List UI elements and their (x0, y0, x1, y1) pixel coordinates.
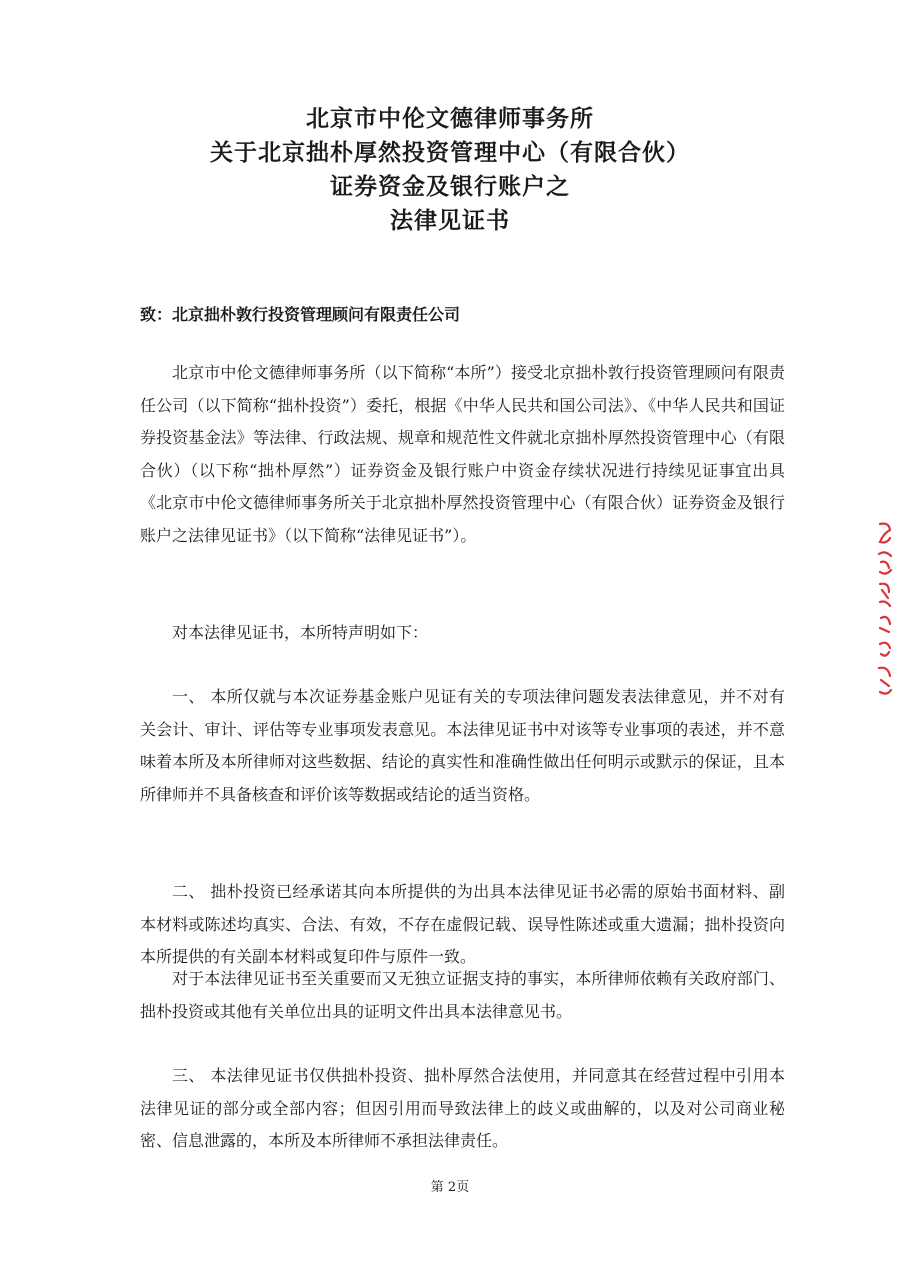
page-number: 第 2页 (430, 1180, 470, 1195)
title-line-2: 关于北京拙朴厚然投资管理中心（有限合伙） (210, 140, 690, 166)
declaration-heading: 对本法律见证书，本所特声明如下： (172, 623, 429, 642)
declaration-item-1: 一、 本所仅就与本次证券基金账户见证有关的专项法律问题发表法律意见，并不对有关会计、审计、评估等专业事项发表意见。本法律见证书中对该等专业事项的表述，并不意味着本所及本所律师对这些数据、结论的真实性和准确性做出任何明示或默示的保证，且本所律师并不具备核查和评价该等数据或结论的适当资格。 (140, 687, 785, 804)
title-line-4: 法律见证书 (390, 208, 510, 234)
partial-seal-stamp (877, 520, 893, 705)
title-line-1: 北京市中伦文德律师事务所 (306, 106, 594, 132)
addressee: 致：北京拙朴敦行投资管理顾问有限责任公司 (140, 305, 461, 324)
declaration-item-2-supplement: 对于本法律见证书至关重要而又无独立证据支持的事实，本所律师依赖有关政府部门、拙朴投资或其他有关单位出具的证明文件出具本法律意见书。 (140, 969, 785, 1021)
seal-stamp-icon (877, 520, 893, 705)
document-title (0, 102, 900, 238)
title-line-3: 证券资金及银行账户之 (330, 174, 570, 200)
declaration-item-2: 二、 拙朴投资已经承诺其向本所提供的为出具本法律见证书必需的原始书面材料、副本材料或陈述均真实、合法、有效，不存在虚假记载、误导性陈述或重大遗漏；拙朴投资向本所提供的有关副本材料或复印件与原件一致。 (140, 882, 785, 966)
declaration-item-3: 三、 本法律见证书仅供拙朴投资、拙朴厚然合法使用，并同意其在经营过程中引用本法律见证的部分或全部内容；但因引用而导致法律上的歧义或曲解的，以及对公司商业秘密、信息泄露的，本所及本所律师不承担法律责任。 (140, 1066, 785, 1150)
intro-paragraph: 北京市中伦文德律师事务所（以下简称“本所”）接受北京拙朴敦行投资管理顾问有限责任公司（以下简称“拙朴投资”）委托，根据《中华人民共和国公司法》、《中华人民共和国证券投资基金法》等法律、行政法规、规章和规范性文件就北京拙朴厚然投资管理中心（有限合伙）（以下称“拙朴厚然”）证券资金及银行账户中资金存续状况进行持续见证事宜出具《北京市中伦文德律师事务所关于北京拙朴厚然投资管理中心（有限合伙）证券资金及银行账户之法律见证书》（以下简称“法律见证书”）。 (140, 363, 785, 545)
